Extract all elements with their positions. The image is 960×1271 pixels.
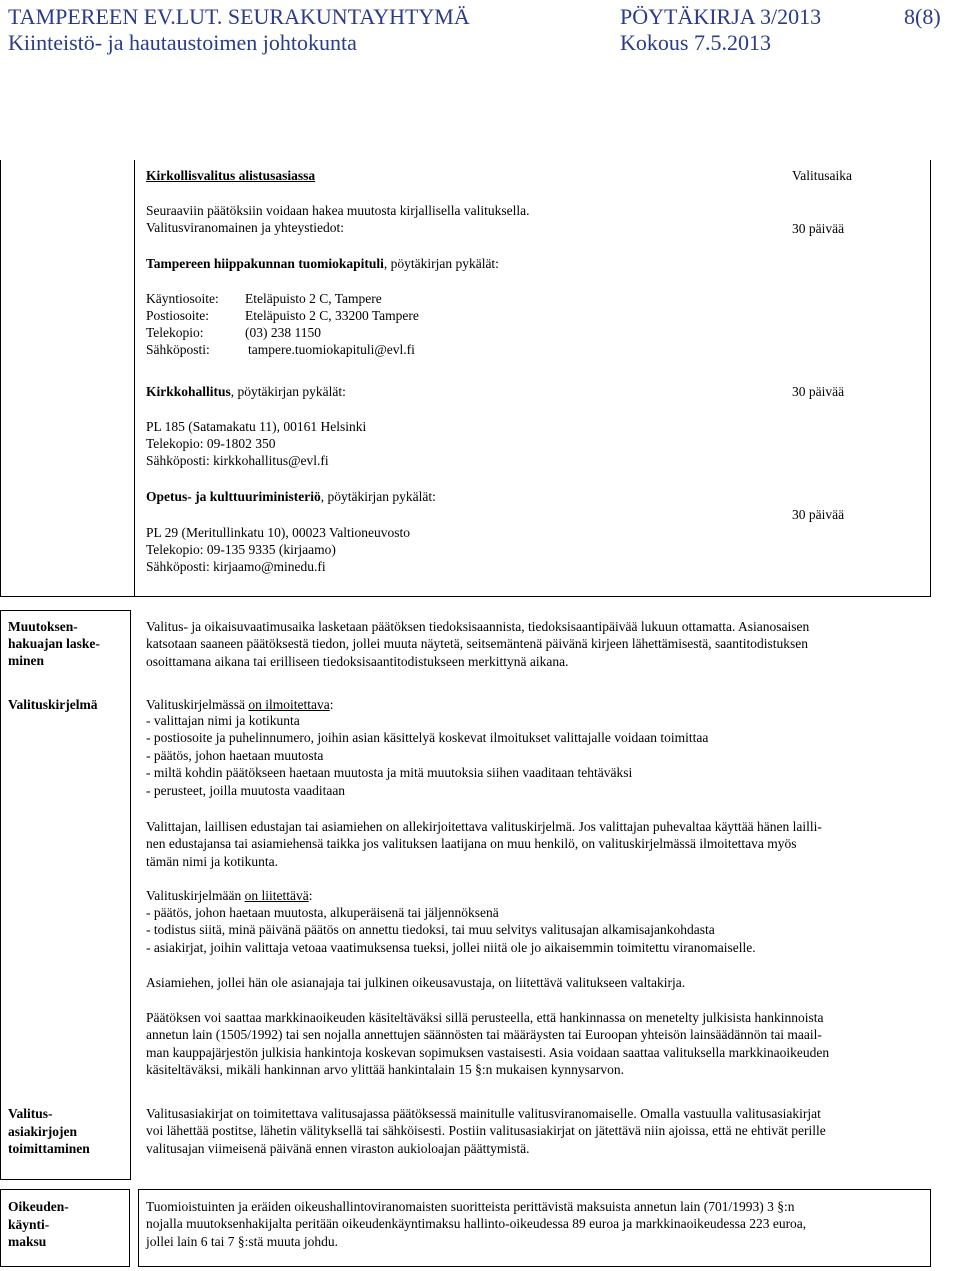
header-meeting: Kokous 7.5.2013 <box>620 30 771 55</box>
okm-heading-rest: , pöytäkirjan pykälät: <box>320 489 436 504</box>
appeal-title: Kirkollisvalitus alistusasiassa <box>146 168 316 183</box>
kh-line: Sähköposti: kirkkohallitus@evl.fi <box>146 453 329 468</box>
label-line: maksu <box>8 1234 47 1249</box>
heading-underlined: on ilmoitettava <box>248 697 330 712</box>
muutos-text <box>146 618 809 670</box>
liitettava-list <box>146 904 756 956</box>
label-line: Muutoksen- <box>8 619 78 634</box>
text-line: Valitus- ja oikaisuvaatimusaika lasketaan päätöksen tiedoksisaannista, tiedoksisaantipäivää lukuun ottamatta. Asianosaisen <box>146 619 810 634</box>
label-maksu <box>8 1198 69 1251</box>
label-line: Oikeuden- <box>8 1199 69 1214</box>
heading-underlined: on liitettävä <box>244 888 309 903</box>
label-line: käynti- <box>8 1216 50 1232</box>
okm-line: PL 29 (Meritullinkatu 10), 00023 Valtioneuvosto <box>146 525 410 540</box>
kh-name: Kirkkohallitus <box>146 384 231 399</box>
court-row-key: Postiosoite: <box>146 308 210 323</box>
heading-part: : <box>308 888 313 903</box>
court-row-value: Eteläpuisto 2 C, 33200 Tampere <box>245 308 419 323</box>
appeal-days-1: 30 päivää <box>792 221 845 236</box>
appeal-intro2: Valitusviranomainen ja yhteystiedot: <box>146 220 344 235</box>
court-email: tampere.tuomiokapituli@evl.fi <box>248 342 415 357</box>
sections-box-right <box>130 610 131 1180</box>
list-item: - päätös, johon haetaan muutosta <box>146 747 324 763</box>
list-item: - asiakirjat, joihin valittaja vetoaa vaatimuksensa tueksi, jollei niitä ole jo aikaisemmin toimitettu viranomaiselle. <box>146 939 756 955</box>
appeal-days-3: 30 päivää <box>792 507 845 522</box>
label-valituskirjelma: Valituskirjelmä <box>8 697 98 712</box>
text-line: Valittajan, laillisen edustajan tai asiamiehen on allekirjoitettava valituskirjelmä. Jos valittajan puhevaltaa käyttää hänen lailli- <box>146 819 822 834</box>
heading-part: : <box>329 697 334 712</box>
sections-box-top <box>0 610 131 611</box>
text-line: annetun lain (1505/1992) tai sen nojalla annettujen säännösten tai määräysten tai Euroopan yhteisön lainsäädännön tai maail- <box>146 1027 822 1043</box>
text-line: nen edustajansa tai asiamiehensä taikka jos valituksen laatijana on muu henkilö, on valituskirjelmässä ilmoitettava myös <box>146 836 797 852</box>
court-row-value: (03) 238 1150 <box>245 325 321 340</box>
allekirjoitus-text <box>146 818 822 870</box>
heading-part: Valituskirjelmässä <box>146 697 249 712</box>
court-heading-rest: , pöytäkirjan pykälät: <box>383 256 499 271</box>
text-line: katsotaan saaneen päätöksestä tiedon, jollei muuta näytetä, seitsemäntenä päivänä kirjeen lähettämisestä, saantitodistuksen <box>146 636 809 652</box>
okm-line: Telekopio: 09-135 9335 (kirjaamo) <box>146 542 336 557</box>
label-line: hakuajan laske- <box>8 636 100 651</box>
list-item: - valittajan nimi ja kotikunta <box>146 713 300 728</box>
okm-line: Sähköposti: kirjaamo@minedu.fi <box>146 559 326 574</box>
text-line: osoittamana aikana tai erilliseen tiedoksisaantitodistukseen merkittynä aikana. <box>146 653 569 669</box>
court-row-key: Käyntiosoite: <box>146 291 219 306</box>
header-board: Kiinteistö- ja hautaustoimen johtokunta <box>8 30 357 55</box>
list-item: - miltä kohdin päätökseen haetaan muutosta ja mitä muutoksia siihen vaaditaan tehtäväksi <box>146 765 633 781</box>
court-row-key: Telekopio: <box>146 325 204 340</box>
label-muutoksenhaku <box>8 618 100 669</box>
list-item: - todistus siitä, minä päivänä päätös on annettu tiedoksi, tai muu selvitys valitusajan alkamisajankohdasta <box>146 922 715 938</box>
kh-line: Telekopio: 09-1802 350 <box>146 436 276 451</box>
ilmoitettava-list <box>146 712 708 799</box>
list-item: - perusteet, joilla muutosta vaaditaan <box>146 782 346 798</box>
court-heading <box>146 255 499 272</box>
asiakirjat-text <box>146 1105 826 1157</box>
sections-box-left <box>0 610 1 1180</box>
text-line: Päätöksen voi saattaa markkinaoikeuden käsiteltäväksi sillä perusteella, että hankinnassa on menetelty julkisista hankinnoista <box>146 1010 824 1025</box>
asiamies-text: Asiamiehen, jollei hän ole asianajaja tai julkinen oikeusavustaja, on liitettävä valitukseen valtakirja. <box>146 975 686 990</box>
label-line: toimittaminen <box>8 1141 90 1156</box>
markkinaoikeus-text <box>146 1009 829 1079</box>
text-line: käsiteltäväksi, mikäli hankinnan arvo ylittää hankintalain 15 §:n mukaisen kynnysarvon. <box>146 1062 625 1078</box>
maksu-text <box>146 1198 806 1250</box>
appeal-intro1: Seuraaviin päätöksiin voidaan hakea muutosta kirjallisella valituksella. <box>146 203 530 218</box>
text-line: Tuomioistuinten ja eräiden oikeushallintoviranomaisten suoritteista perittävistä maksuista annetun lain (701/1993) 3 §:n <box>146 1199 795 1214</box>
sections-box-bottom <box>0 1179 131 1180</box>
header-doc: PÖYTÄKIRJA 3/2013 <box>620 4 822 29</box>
label-line: minen <box>8 653 45 668</box>
label-line: Valitus- <box>8 1106 53 1121</box>
okm-name: Opetus- ja kulttuuriministeriö <box>146 489 321 504</box>
text-line: nojalla muutoksenhakijalta peritään oikeudenkäyntimaksu hallinto-oikeudessa 89 euroa ja markkinaoikeudessa 223 euroa, <box>146 1216 807 1232</box>
kh-heading <box>146 383 346 400</box>
text-line: Valitusasiakirjat on toimitettava valitusajassa päätöksessä mainitulle valitusviranomaiselle. Omalla vastuulla valitusasiakirjat <box>146 1106 821 1121</box>
appeal-box-bottom <box>0 596 931 597</box>
text-line: man kauppajärjestön julkisia hankintoja koskevan sopimuksen vastaisesti. Asia voidaan saattaa valituksella markkinaoikeuden <box>146 1044 830 1060</box>
ilmoitettava-heading <box>146 696 333 713</box>
label-asiakirjat <box>8 1105 90 1158</box>
header-org: TAMPEREEN EV.LUT. SEURAKUNTAYHTYMÄ <box>8 4 470 29</box>
court-row-value: Eteläpuisto 2 C, Tampere <box>245 291 382 306</box>
okm-heading <box>146 488 436 505</box>
text-line: jollei lain 6 tai 7 §:stä muuta johdu. <box>146 1233 338 1249</box>
text-line: tämän nimi ja kotikunta. <box>146 853 278 869</box>
appeal-time-heading: Valitusaika <box>792 168 852 183</box>
label-line: asiakirjojen <box>8 1123 77 1139</box>
kh-line: PL 185 (Satamakatu 11), 00161 Helsinki <box>146 419 367 434</box>
appeal-box-right <box>930 160 931 596</box>
text-line: valitusajan viimeisenä päivänä ennen viraston aukioloajan päättymistä. <box>146 1140 530 1156</box>
appeal-box-left <box>0 160 1 596</box>
court-name: Tampereen hiippakunnan tuomiokapituli <box>146 256 384 271</box>
liitettava-heading <box>146 887 312 904</box>
appeal-days-2: 30 päivää <box>792 384 845 399</box>
header-page: 8(8) <box>904 4 941 29</box>
list-item: - päätös, johon haetaan muutosta, alkuperäisenä tai jäljennöksenä <box>146 905 499 920</box>
heading-part: Valituskirjelmään <box>146 888 245 903</box>
text-line: voi lähettää postitse, lähetin välityksellä tai sähköisesti. Postiin valitusasiakirjat on jätettävä niin ajoissa, että ne ehtivät perille <box>146 1123 826 1139</box>
list-item: - postiosoite ja puhelinnumero, joihin asian käsittelyä koskevat ilmoitukset valittajalle voidaan toimittaa <box>146 730 709 746</box>
court-row-key: Sähköposti: <box>146 342 210 357</box>
kh-heading-rest: , pöytäkirjan pykälät: <box>230 384 346 399</box>
appeal-box-inner <box>134 160 135 596</box>
